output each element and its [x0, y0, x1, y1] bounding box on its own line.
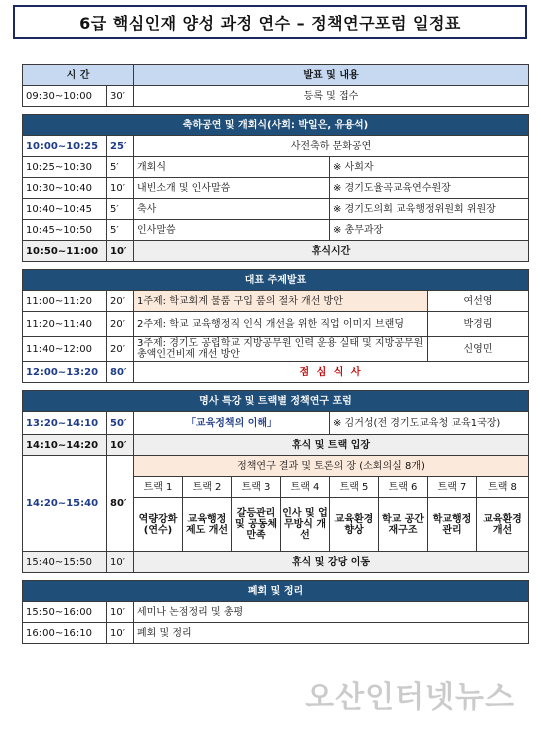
section-header — [23, 391, 529, 412]
header-content: 발표 및 내용 — [134, 65, 529, 86]
row-content: 세미나 논점정리 및 총평 — [134, 602, 529, 623]
row-note: ※ 경기도의회 교육행정위원회 위원장 — [330, 199, 529, 220]
table-row — [23, 178, 529, 199]
track-label: 트랙 7 — [428, 477, 477, 498]
row-duration: 5′ — [107, 157, 134, 178]
row-time: 15:40~15:50 — [23, 552, 107, 573]
row-duration: 30′ — [107, 86, 134, 107]
track-label: 트랙 6 — [379, 477, 428, 498]
row-time: 10:45~10:50 — [23, 220, 107, 241]
track-topic: 학교 공간 재구조 — [379, 498, 428, 552]
track-label: 트랙 3 — [232, 477, 281, 498]
row-content: 「교육정책의 이해」 — [134, 412, 330, 435]
row-content: 개회식 — [134, 157, 330, 178]
schedule-table — [22, 64, 529, 644]
row-duration: 20′ — [107, 312, 134, 337]
section-header — [23, 270, 529, 291]
row-duration: 10′ — [107, 623, 134, 644]
row-time: 14:10~14:20 — [23, 435, 107, 456]
table-row — [23, 456, 529, 477]
table-row — [23, 362, 529, 383]
row-topic: 3주제: 경기도 공립학교 지방공무원 인력 운용 실태 및 지방공무원 총액인건비제 개선 방안 — [134, 337, 428, 362]
header-time: 시 간 — [23, 65, 134, 86]
row-content: 인사말씀 — [134, 220, 330, 241]
row-speaker: 여선영 — [428, 291, 529, 312]
row-topic: 2주제: 학교 교육행정직 인식 개선을 위한 직업 이미지 브랜딩 — [134, 312, 428, 337]
section-title: 폐회 및 정리 — [23, 581, 529, 602]
row-duration: 20′ — [107, 291, 134, 312]
row-content: 내빈소개 및 인사말씀 — [134, 178, 330, 199]
row-content: 사전축하 문화공연 — [134, 136, 529, 157]
row-duration: 50′ — [107, 412, 134, 435]
row-time: 16:00~16:10 — [23, 623, 107, 644]
row-content: 등록 및 접수 — [134, 86, 529, 107]
row-time: 15:50~16:00 — [23, 602, 107, 623]
table-row — [23, 623, 529, 644]
row-time: 10:00~10:25 — [23, 136, 107, 157]
row-time: 09:30~10:00 — [23, 86, 107, 107]
row-duration: 10′ — [107, 435, 134, 456]
track-topic: 갈등관리 및 공동체 만족 — [232, 498, 281, 552]
row-content: 축사 — [134, 199, 330, 220]
document-title: 6급 핵심인재 양성 과정 연수 – 정책연구포럼 일정표 — [79, 13, 461, 33]
row-time: 11:00~11:20 — [23, 291, 107, 312]
row-duration: 10′ — [107, 241, 134, 262]
track-label: 트랙 1 — [134, 477, 183, 498]
track-label: 트랙 5 — [330, 477, 379, 498]
track-topic: 역량강화(연수) — [134, 498, 183, 552]
row-content: 점 심 식 사 — [134, 362, 529, 383]
row-note: ※ 김거성(전 경기도교육청 교육1국장) — [330, 412, 529, 435]
row-note: ※ 총무과장 — [330, 220, 529, 241]
table-row — [23, 157, 529, 178]
row-duration: 25′ — [107, 136, 134, 157]
track-label: 트랙 4 — [281, 477, 330, 498]
watermark: 오산인터넷뉴스 — [305, 680, 515, 715]
track-topic: 교육환경 개선 — [477, 498, 529, 552]
document-title-box — [13, 5, 527, 39]
row-speaker: 신영민 — [428, 337, 529, 362]
row-content: 폐회 및 정리 — [134, 623, 529, 644]
row-topic: 1주제: 학교회계 물품 구입 품의 절차 개선 방안 — [134, 291, 428, 312]
row-duration: 10′ — [107, 602, 134, 623]
row-speaker: 박경림 — [428, 312, 529, 337]
row-note: ※ 사회자 — [330, 157, 529, 178]
section-header — [23, 115, 529, 136]
row-duration: 20′ — [107, 337, 134, 362]
table-row — [23, 86, 529, 107]
track-topic: 인사 및 업무방식 개선 — [281, 498, 330, 552]
row-note: ※ 경기도율곡교육연수원장 — [330, 178, 529, 199]
row-duration: 5′ — [107, 199, 134, 220]
table-row — [23, 552, 529, 573]
row-time: 10:40~10:45 — [23, 199, 107, 220]
row-time: 13:20~14:10 — [23, 412, 107, 435]
row-content: 휴식 및 트랙 입장 — [134, 435, 529, 456]
row-content: 휴식 및 강당 이동 — [134, 552, 529, 573]
row-time: 10:50~11:00 — [23, 241, 107, 262]
table-row — [23, 291, 529, 312]
row-time: 12:00~13:20 — [23, 362, 107, 383]
table-row — [23, 412, 529, 435]
section-title: 명사 특강 및 트랙별 정책연구 포럼 — [23, 391, 529, 412]
table-row — [23, 337, 529, 362]
track-label: 트랙 8 — [477, 477, 529, 498]
track-label: 트랙 2 — [183, 477, 232, 498]
table-row — [23, 241, 529, 262]
row-time: 10:25~10:30 — [23, 157, 107, 178]
row-duration: 10′ — [107, 178, 134, 199]
row-duration: 5′ — [107, 220, 134, 241]
table-row — [23, 602, 529, 623]
table-row — [23, 220, 529, 241]
row-duration: 80′ — [107, 362, 134, 383]
section-header — [23, 581, 529, 602]
table-row — [23, 312, 529, 337]
row-time: 11:40~12:00 — [23, 337, 107, 362]
row-time: 14:20~15:40 — [23, 456, 107, 552]
table-row — [23, 136, 529, 157]
row-time: 10:30~10:40 — [23, 178, 107, 199]
track-topic: 학교행정 관리 — [428, 498, 477, 552]
section-title: 대표 주제발표 — [23, 270, 529, 291]
table-header-row — [23, 65, 529, 86]
row-duration: 10′ — [107, 552, 134, 573]
forum-subtitle: 정책연구 결과 및 토론의 장 (소회의실 8개) — [134, 456, 529, 477]
table-row — [23, 199, 529, 220]
track-topic: 교육행정 제도 개선 — [183, 498, 232, 552]
track-topic: 교육환경 향상 — [330, 498, 379, 552]
row-duration: 80′ — [107, 456, 134, 552]
row-time: 11:20~11:40 — [23, 312, 107, 337]
table-row — [23, 435, 529, 456]
row-content: 휴식시간 — [134, 241, 529, 262]
section-title: 축하공연 및 개회식(사회: 박일은, 유용석) — [23, 115, 529, 136]
